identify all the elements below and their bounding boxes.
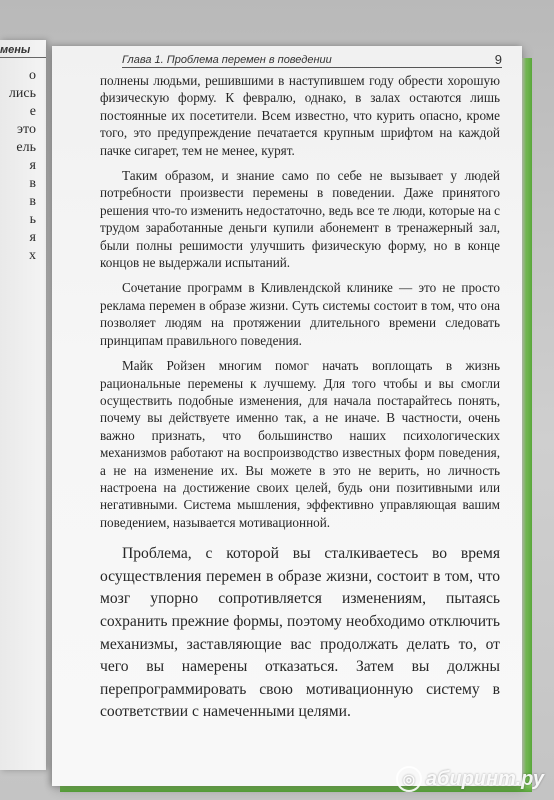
page-number: 9 bbox=[494, 52, 502, 67]
previous-page bbox=[0, 40, 46, 770]
green-page-edge bbox=[522, 58, 532, 786]
previous-page-line: я bbox=[29, 158, 36, 173]
previous-page-line: х bbox=[29, 248, 36, 263]
labyrinth-logo-icon: ◎ bbox=[396, 766, 422, 792]
previous-page-line: в bbox=[29, 194, 36, 209]
previous-page-line: лись bbox=[8, 86, 36, 101]
paragraph: Сочетание программ в Кливлендской клинике — это не просто реклама перемен в образе жизни. Суть системы состоит в том, что она позволяет людям на протяжении длительного времени следовать принципам правильного поведения. bbox=[100, 280, 500, 348]
previous-page-line: о bbox=[29, 68, 36, 83]
previous-page-line: ель bbox=[16, 140, 36, 155]
previous-page-line: я bbox=[29, 230, 36, 245]
book-page bbox=[52, 46, 522, 786]
paragraph: Проблема, с которой вы сталкиваетесь во время осуществления перемен в образе жизни, состоит в том, что мозг упорно сопротивляется изменениям, пытаясь сохранить прежние формы, поэтому необходимо отключить механизмы, заставляющие вас продолжать делать то, от чего вы намерены отказаться. Затем вы должны перепрограммировать свою мотивационную систему в соответствии с намеченными целями. bbox=[100, 545, 500, 721]
watermark-text: абиринт.ру bbox=[425, 767, 544, 790]
running-head: Глава 1. Проблема перемен в поведении bbox=[122, 54, 502, 68]
paragraph: Таким образом, и знание само по себе не вызывает у людей потребности произвести перемены в поведении. Даже принятого решения что-то изменить недостаточно, ведь все те люди, которые на с трудом заработанные деньги купили абонемент в тренажерный зал, были полны решимости улучшить физическую форму, но в конце концов не выдержали испытаний. bbox=[100, 168, 500, 271]
paragraph: полнены людьми, решившими в наступившем году обрести хорошую физическую форму. К февралю, однако, в залах остаются лишь постоянные их посетители. Всем известно, что курить опасно, кроме того, это предупреждение печатается крупным шрифтом на каждой пачке сигарет, тем не менее, курят. bbox=[100, 73, 500, 158]
body-text bbox=[100, 72, 500, 724]
paragraph: Майк Ройзен многим помог начать воплощать в жизнь рациональные перемены к лучшему. Для того чтобы и вы смогли осуществить подобные изменения, для начала постарайтесь понять, почему вы действуете именно так, а не иначе. В частности, очень важно признать, что большинство наших психологических механизмов работают на воспроизводство известных форм поведения, а не на изменение их. Вы можете в это не верить, но личность настроена на достижение своих целей, будь они позитивными или негативными. Система мышления, эффективно управляющая вашим поведением, называется мотивационной. bbox=[100, 358, 500, 530]
watermark bbox=[396, 766, 544, 792]
previous-page-header: мены bbox=[0, 44, 46, 58]
previous-page-line: это bbox=[17, 122, 36, 137]
previous-page-line: в bbox=[29, 176, 36, 191]
previous-page-line: е bbox=[29, 104, 36, 119]
previous-page-line: ь bbox=[29, 212, 36, 227]
